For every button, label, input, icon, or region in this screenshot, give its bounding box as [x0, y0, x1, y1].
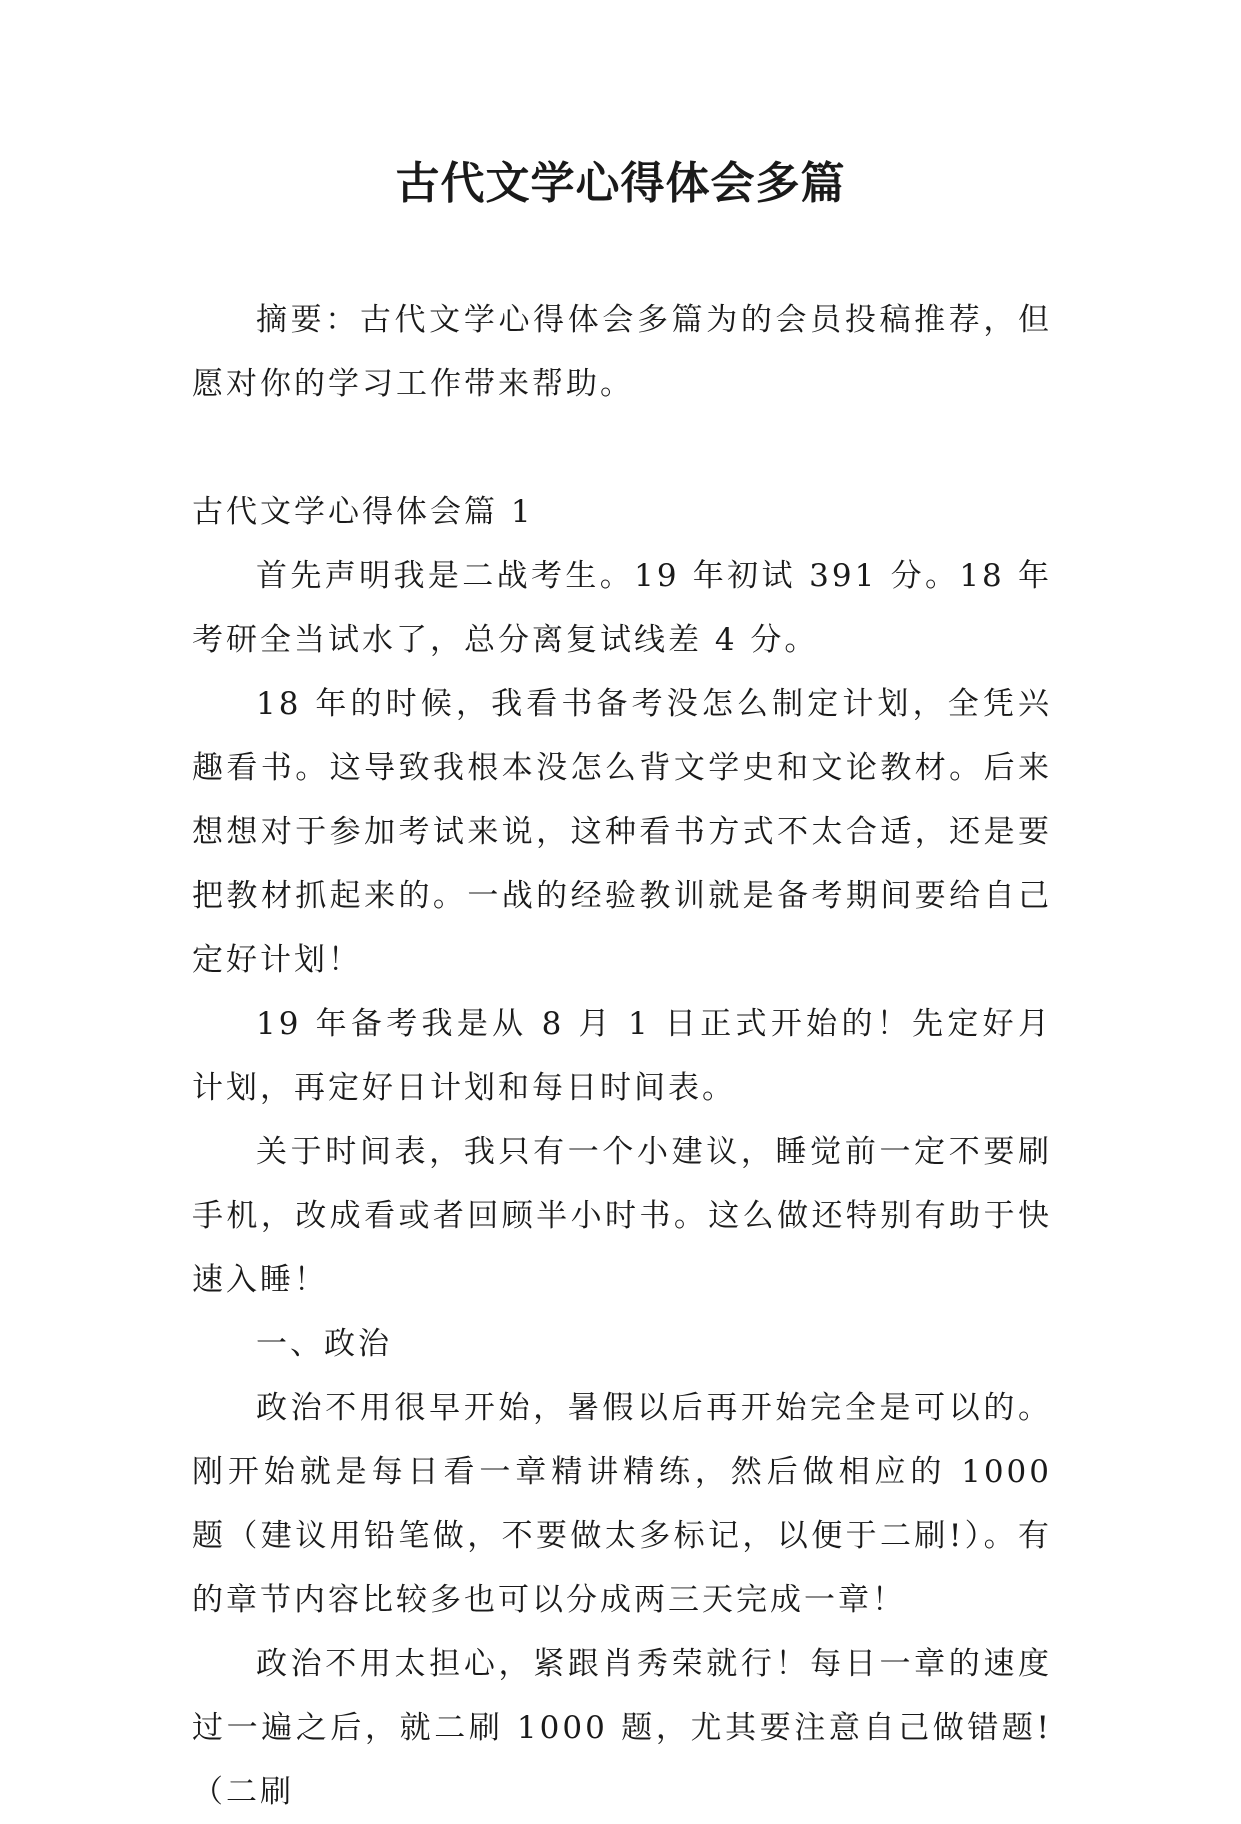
body-paragraph: 关于时间表，我只有一个小建议，睡觉前一定不要刷手机，改成看或者回顾半小时书。这么做还特别有助于快速入睡！	[192, 1134, 1052, 1298]
body-paragraph: 18 年的时候，我看书备考没怎么制定计划，全凭兴趣看书。这导致我根本没怎么背文学史和文论教材。后来想想对于参加考试来说，这种看书方式不太合适，还是要把教材抓起来的。一战的经验教训就是备考期间要给自己定好计划！	[192, 686, 1052, 978]
document-title: 古代文学心得体会多篇	[395, 158, 846, 209]
abstract-paragraph: 摘要：古代文学心得体会多篇为的会员投稿推荐，但愿对你的学习工作带来帮助。	[192, 302, 1052, 402]
subsection-heading: 一、政治	[256, 1326, 392, 1362]
body-paragraph: 19 年备考我是从 8 月 1 日正式开始的！先定好月计划，再定好日计划和每日时间表。	[192, 1006, 1052, 1106]
document-body	[192, 288, 1052, 1824]
body-paragraph: 首先声明我是二战考生。19 年初试 391 分。18 年考研全当试水了，总分离复试线差 4 分。	[192, 558, 1052, 658]
section-title: 古代文学心得体会篇 1	[192, 494, 534, 530]
body-paragraph: 政治不用很早开始，暑假以后再开始完全是可以的。刚开始就是每日看一章精讲精练，然后做相应的 1000 题（建议用铅笔做，不要做太多标记，以便于二刷!）。有的章节内容比较多也可以分成两三天完成一章！	[192, 1390, 1052, 1618]
spacer	[192, 416, 1052, 480]
body-paragraph: 政治不用太担心，紧跟肖秀荣就行！每日一章的速度过一遍之后，就二刷 1000 题，尤其要注意自己做错题!（二刷	[192, 1646, 1052, 1810]
